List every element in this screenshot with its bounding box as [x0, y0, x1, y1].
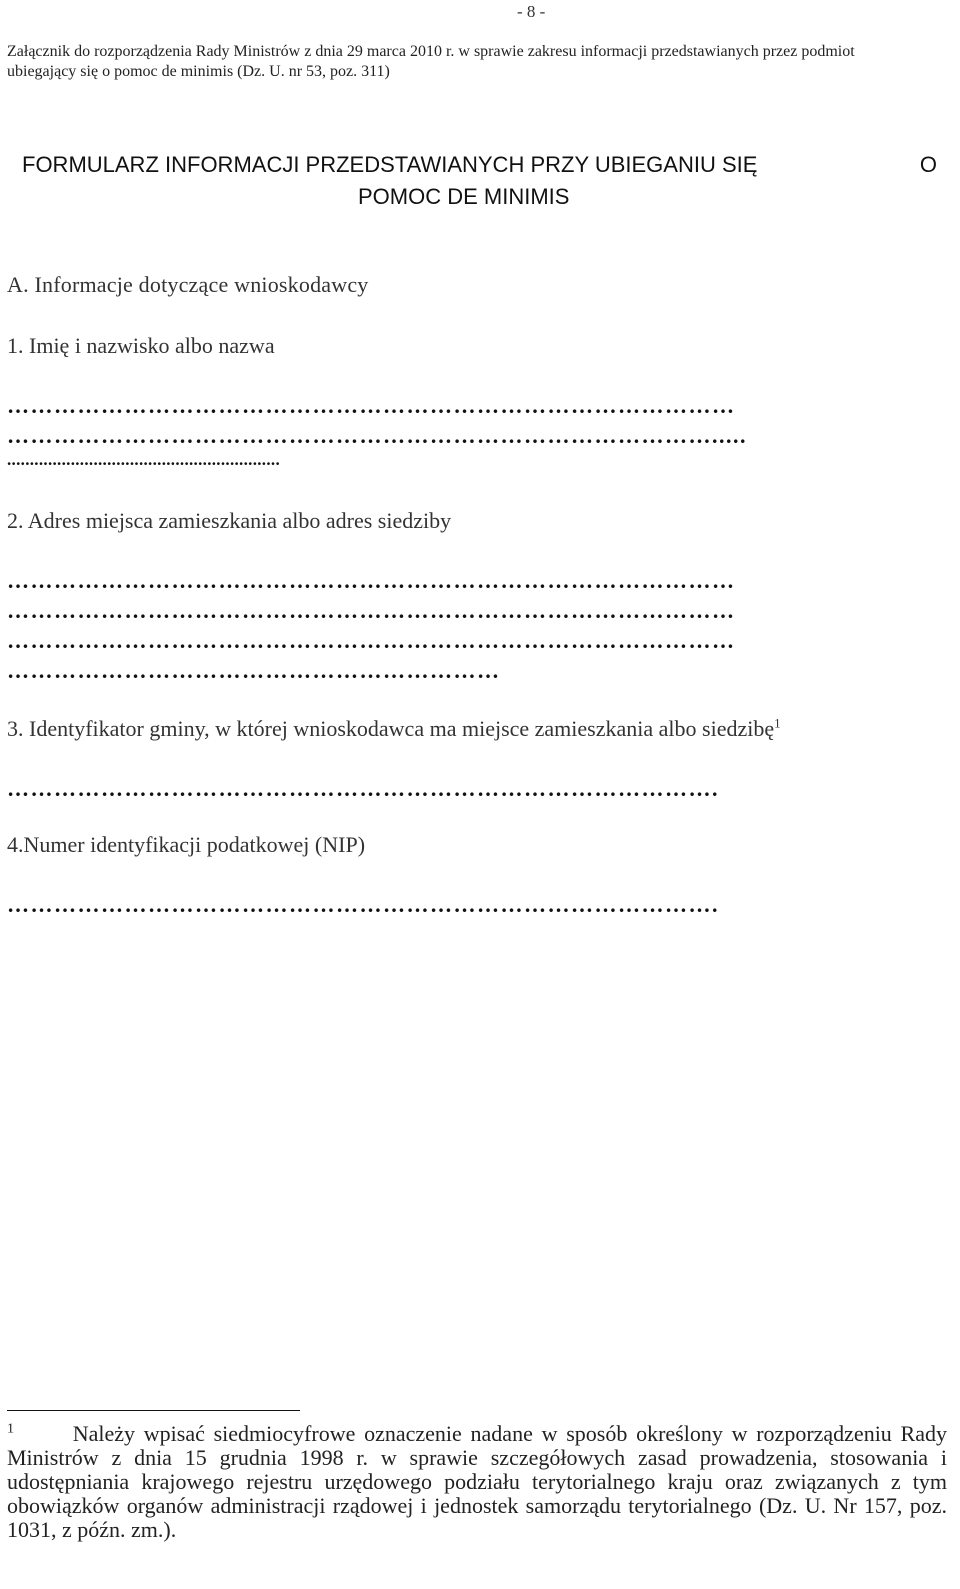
question-2-label: 2. Adres miejsca zamieszkania albo adres siedziby [7, 508, 452, 533]
question-1-label: 1. Imię i nazwisko albo nazwa [7, 333, 275, 358]
answer-field-commune-id[interactable]: ………………………………………………………………………………. [7, 776, 719, 801]
footnote-separator [7, 1410, 300, 1411]
form-title-line-1 [22, 152, 937, 178]
page-number: - 8 - [517, 2, 546, 21]
footnote-ref-1: 1 [774, 715, 781, 731]
form-title-end-word: O [919, 152, 937, 177]
form-title-text: FORMULARZ INFORMACJI PRZEDSTAWIANYCH PRZY UBIEGANIU SIĘ [22, 152, 758, 177]
answer-field-address-line-4[interactable]: ……………………………………………………… [7, 658, 501, 683]
answer-field-address-line-2[interactable]: ………………………………………………………………………………… [7, 598, 736, 623]
question-3-text: 3. Identyfikator gminy, w której wnioskodawca ma miejsce zamieszkania albo siedzibę [7, 716, 775, 741]
answer-field-name-line-3[interactable]: ............................................................ [7, 450, 280, 469]
answer-field-name-line-1[interactable]: ………………………………………………………………………………… [7, 393, 736, 418]
annex-reference: Załącznik do rozporządzenia Rady Ministrów z dnia 29 marca 2010 r. w sprawie zakresu informacji przedstawianych przez podmiot ubiegający się o pomoc de minimis (Dz. U. nr 53, poz. 311) [7, 43, 855, 80]
question-4-label: 4.Numer identyfikacji podatkowej (NIP) [7, 832, 366, 857]
answer-field-address-line-1[interactable]: ………………………………………………………………………………… [7, 568, 736, 593]
answer-field-name-line-2[interactable]: ………………………………………………………………………………..... [7, 423, 747, 448]
form-title-line-2: POMOC DE MINIMIS [358, 184, 570, 209]
question-3-label [7, 716, 781, 742]
footnote-text: Należy wpisać siedmiocyfrowe oznaczenie nadane w sposób określony w rozporządzeniu Rady Ministrów z dnia 15 grudnia 1998 r. w sprawie szczegółowych zasad prowadzenia, stosowania i udostępniania krajowego rejestru urzędowego podziału terytorialnego kraju oraz związanych z tym obowiązków organów administracji rządowej i jednostek samorządu terytorialnego (Dz. U. Nr 157, poz. 1031, z późn. zm.). [7, 1421, 947, 1542]
section-a-heading: A. Informacje dotyczące wnioskodawcy [7, 272, 369, 297]
answer-field-address-line-3[interactable]: ………………………………………………………………………………… [7, 628, 736, 653]
answer-field-nip[interactable]: ………………………………………………………………………………. [7, 892, 719, 917]
footnote-marker: 1 [7, 1421, 14, 1437]
footnote [7, 1422, 947, 1542]
